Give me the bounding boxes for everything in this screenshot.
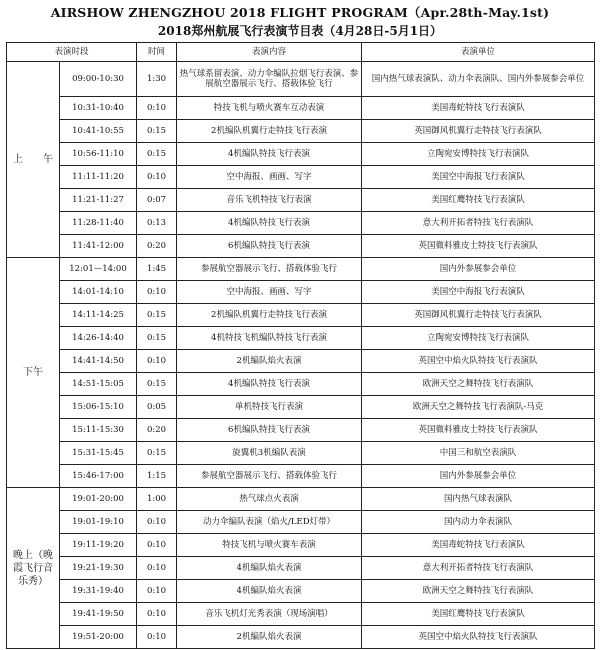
duration: 1:45	[137, 258, 177, 281]
duration: 0:10	[137, 626, 177, 649]
header-row	[7, 43, 595, 62]
performance-content: 单机特技飞行表演	[177, 396, 362, 419]
duration: 0:15	[137, 442, 177, 465]
duration: 0:15	[137, 373, 177, 396]
performing-unit: 立陶宛安博特技飞行表演队	[362, 143, 595, 166]
duration: 0:20	[137, 235, 177, 258]
table-row	[7, 603, 595, 626]
table-row	[7, 626, 595, 649]
table-row	[7, 189, 595, 212]
performing-unit: 国内热气球表演队、动力伞表演队、国内外参展参会单位	[362, 62, 595, 97]
performing-unit: 中国三和航空表演队	[362, 442, 595, 465]
performing-unit: 英国微料雅皮士特技飞行表演队	[362, 235, 595, 258]
table-row	[7, 258, 595, 281]
performing-unit: 意大利开拓者特技飞行表演队	[362, 212, 595, 235]
duration: 0:10	[137, 534, 177, 557]
period-label: 上 午	[7, 62, 60, 258]
table-row	[7, 465, 595, 488]
time-slot: 10:31-10:40	[60, 97, 137, 120]
performing-unit: 美国空中海报飞行表演队	[362, 166, 595, 189]
duration: 0:10	[137, 557, 177, 580]
performing-unit: 国内动力伞表演队	[362, 511, 595, 534]
time-slot: 19:51-20:00	[60, 626, 137, 649]
performing-unit: 欧洲天空之舞特技飞行表演队-马克	[362, 396, 595, 419]
performing-unit: 国内外参展参会单位	[362, 465, 595, 488]
time-slot: 11:21-11:27	[60, 189, 137, 212]
table-row	[7, 396, 595, 419]
time-slot: 19:21-19:30	[60, 557, 137, 580]
time-slot: 19:01-19:10	[60, 511, 137, 534]
performing-unit: 英国御风机翼行走特技飞行表演队	[362, 304, 595, 327]
time-slot: 14:41-14:50	[60, 350, 137, 373]
time-slot: 15:06-15:10	[60, 396, 137, 419]
time-slot: 19:41-19:50	[60, 603, 137, 626]
time-slot: 19:31-19:40	[60, 580, 137, 603]
program-body	[7, 62, 595, 649]
time-slot: 14:26-14:40	[60, 327, 137, 350]
time-slot: 10:41-10:55	[60, 120, 137, 143]
performance-content: 2机编队焰火表演	[177, 626, 362, 649]
table-row	[7, 488, 595, 511]
performance-content: 2机编队机翼行走特技飞行表演	[177, 304, 362, 327]
performing-unit: 欧洲天空之舞特技飞行表演队	[362, 580, 595, 603]
table-row	[7, 212, 595, 235]
header-unit: 表演单位	[362, 43, 595, 62]
time-slot: 09:00-10:30	[60, 62, 137, 97]
performing-unit: 意大利开拓者特技飞行表演队	[362, 557, 595, 580]
performance-content: 4机编队焰火表演	[177, 557, 362, 580]
time-slot: 11:28-11:40	[60, 212, 137, 235]
time-slot: 15:11-15:30	[60, 419, 137, 442]
duration: 0:10	[137, 511, 177, 534]
performing-unit: 国内热气球表演队	[362, 488, 595, 511]
duration: 0:10	[137, 281, 177, 304]
table-row	[7, 350, 595, 373]
performance-content: 热气球点火表演	[177, 488, 362, 511]
title-chinese: 2018郑州航展飞行表演节目表（4月28日-5月1日）	[157, 24, 443, 38]
table-row	[7, 419, 595, 442]
duration: 1:15	[137, 465, 177, 488]
performing-unit: 英国御风机翼行走特技飞行表演队	[362, 120, 595, 143]
table-row	[7, 143, 595, 166]
performing-unit: 立陶宛安博特技飞行表演队	[362, 327, 595, 350]
header-content: 表演内容	[177, 43, 362, 62]
performing-unit: 英国空中焰火队特技飞行表演队	[362, 350, 595, 373]
duration: 0:15	[137, 304, 177, 327]
performing-unit: 美国红鹰特技飞行表演队	[362, 189, 595, 212]
performance-content: 6机编队特技飞行表演	[177, 235, 362, 258]
duration: 0:20	[137, 419, 177, 442]
performing-unit: 英国微料雅皮士特技飞行表演队	[362, 419, 595, 442]
time-slot: 14:11-14:25	[60, 304, 137, 327]
duration: 0:10	[137, 97, 177, 120]
performance-content: 空中海报、画画、写字	[177, 166, 362, 189]
duration: 0:13	[137, 212, 177, 235]
duration: 0:15	[137, 120, 177, 143]
performance-content: 空中海报、画画、写字	[177, 281, 362, 304]
table-row	[7, 62, 595, 97]
table-row	[7, 511, 595, 534]
duration: 1:00	[137, 488, 177, 511]
performance-content: 热气球系留表演、动力伞编队拉烟飞行表演、参展航空器展示飞行、搭载体验飞行	[177, 62, 362, 97]
performance-content: 音乐飞机特技飞行表演	[177, 189, 362, 212]
table-row	[7, 166, 595, 189]
header-period: 表演时段	[7, 43, 137, 62]
time-slot: 11:41-12:00	[60, 235, 137, 258]
time-slot: 15:46-17:00	[60, 465, 137, 488]
table-row	[7, 442, 595, 465]
table-row	[7, 580, 595, 603]
time-slot: 10:56-11:10	[60, 143, 137, 166]
table-row	[7, 327, 595, 350]
duration: 0:10	[137, 166, 177, 189]
table-row	[7, 120, 595, 143]
performance-content: 特技飞机与喷火赛车表演	[177, 534, 362, 557]
duration: 0:10	[137, 580, 177, 603]
time-slot: 11:11-11:20	[60, 166, 137, 189]
table-row	[7, 235, 595, 258]
performance-content: 2机编队焰火表演	[177, 350, 362, 373]
performance-content: 参展航空器展示飞行、搭载体验飞行	[177, 258, 362, 281]
duration: 1:30	[137, 62, 177, 97]
duration: 0:15	[137, 327, 177, 350]
performing-unit: 欧洲天空之舞特技飞行表演队	[362, 373, 595, 396]
performing-unit: 英国空中焰火队特技飞行表演队	[362, 626, 595, 649]
period-label: 晚上（晚霞飞行音乐秀）	[7, 488, 60, 649]
time-slot: 15:31-15:45	[60, 442, 137, 465]
flight-program-table	[6, 42, 595, 649]
table-row	[7, 534, 595, 557]
table-row	[7, 373, 595, 396]
performing-unit: 国内外参展参会单位	[362, 258, 595, 281]
performing-unit: 美国毒蛇特技飞行表演队	[362, 534, 595, 557]
title-english: AIRSHOW ZHENGZHOU 2018 FLIGHT PROGRAM（Apr.28th-May.1st)	[50, 5, 550, 20]
performance-content: 4机编队特技飞行表演	[177, 143, 362, 166]
performance-content: 旋翼机3机编队表演	[177, 442, 362, 465]
performing-unit: 美国空中海报飞行表演队	[362, 281, 595, 304]
performance-content: 4机编队焰火表演	[177, 580, 362, 603]
performance-content: 4机编队特技飞行表演	[177, 373, 362, 396]
time-slot: 19:01-20:00	[60, 488, 137, 511]
duration: 0:10	[137, 603, 177, 626]
performing-unit: 美国毒蛇特技飞行表演队	[362, 97, 595, 120]
performance-content: 动力伞编队表演（焰火/LED灯带）	[177, 511, 362, 534]
duration: 0:10	[137, 350, 177, 373]
table-row	[7, 304, 595, 327]
duration: 0:07	[137, 189, 177, 212]
header-time: 时间	[137, 43, 177, 62]
performance-content: 6机编队特技飞行表演	[177, 419, 362, 442]
time-slot: 14:51-15:05	[60, 373, 137, 396]
time-slot: 14:01-14:10	[60, 281, 137, 304]
performance-content: 参展航空器展示飞行、搭载体验飞行	[177, 465, 362, 488]
performance-content: 2机编队机翼行走特技飞行表演	[177, 120, 362, 143]
performance-content: 4机特技飞机编队特技飞行表演	[177, 327, 362, 350]
performing-unit: 美国红鹰特技飞行表演队	[362, 603, 595, 626]
period-label: 下午	[7, 258, 60, 488]
performance-content: 4机编队特技飞行表演	[177, 212, 362, 235]
table-row	[7, 557, 595, 580]
duration: 0:15	[137, 143, 177, 166]
performance-content: 特技飞机与喷火赛车互动表演	[177, 97, 362, 120]
table-row	[7, 281, 595, 304]
table-row	[7, 97, 595, 120]
performance-content: 音乐飞机灯光秀表演（现场演唱）	[177, 603, 362, 626]
duration: 0:05	[137, 396, 177, 419]
time-slot: 12:01—14:00	[60, 258, 137, 281]
time-slot: 19:11-19:20	[60, 534, 137, 557]
